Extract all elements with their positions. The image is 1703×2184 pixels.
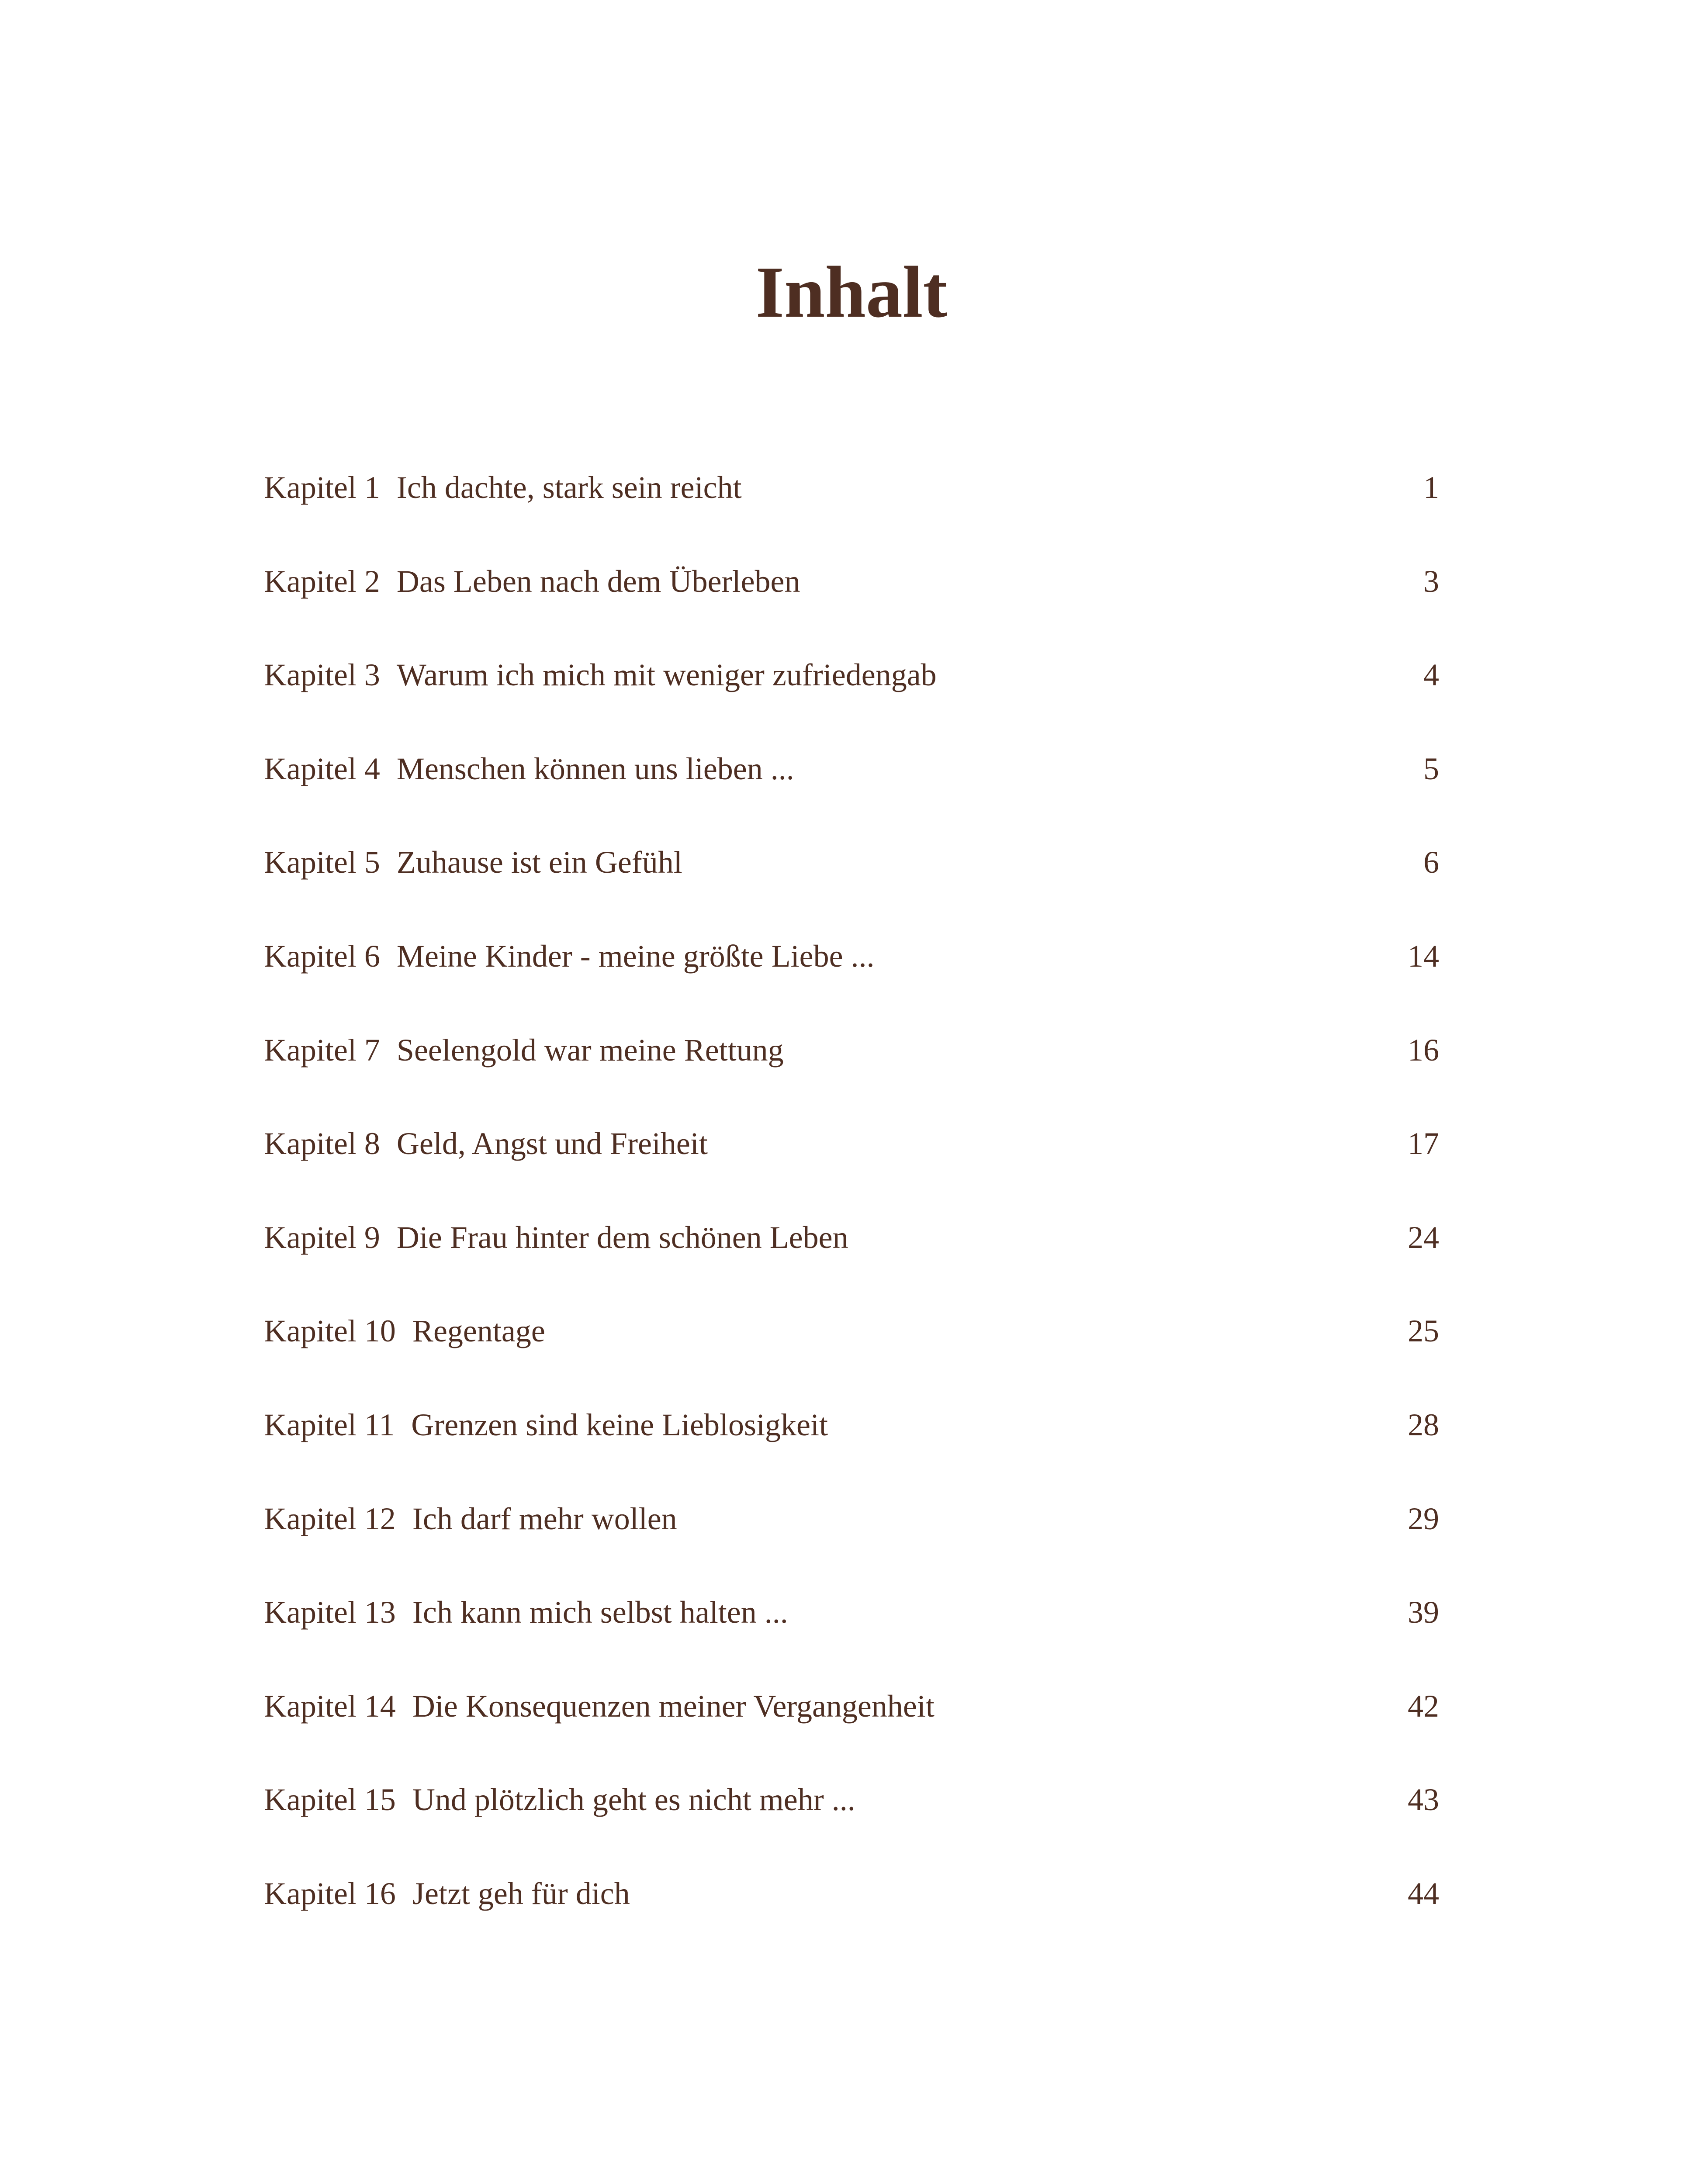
table-of-contents (264, 472, 1439, 1972)
toc-chapter-number: Kapitel 13 (264, 1595, 396, 1630)
toc-page-number: 43 (1408, 1782, 1439, 1818)
toc-chapter-title: Warum ich mich mit weniger zufriedengab (396, 657, 937, 693)
toc-chapter-number: Kapitel 6 (264, 938, 380, 974)
toc-chapter-title: Seelengold war meine Rettung (396, 1032, 784, 1068)
toc-page-number: 1 (1423, 470, 1439, 505)
toc-page-number: 25 (1408, 1313, 1439, 1349)
toc-entry-label (264, 940, 875, 972)
toc-page-number: 4 (1423, 657, 1439, 693)
toc-page-number: 6 (1423, 845, 1439, 880)
toc-entry[interactable] (264, 1597, 1439, 1690)
toc-entry[interactable] (264, 1128, 1439, 1222)
toc-chapter-number: Kapitel 7 (264, 1032, 380, 1068)
toc-chapter-title: Das Leben nach dem Überleben (396, 563, 800, 599)
toc-chapter-title: Ich darf mehr wollen (412, 1501, 677, 1536)
toc-page-number: 5 (1423, 751, 1439, 786)
toc-entry[interactable] (264, 1034, 1439, 1128)
toc-page-number: 17 (1408, 1126, 1439, 1161)
toc-chapter-number: Kapitel 1 (264, 470, 380, 505)
toc-entry[interactable] (264, 847, 1439, 940)
toc-chapter-title: Ich kann mich selbst halten ... (412, 1595, 788, 1630)
toc-entry-label (264, 659, 937, 691)
toc-chapter-title: Die Frau hinter dem schönen Leben (396, 1220, 848, 1255)
toc-chapter-title: Meine Kinder - meine größte Liebe ... (396, 938, 875, 974)
toc-entry-label (264, 1503, 677, 1534)
toc-chapter-number: Kapitel 10 (264, 1313, 396, 1349)
toc-entry[interactable] (264, 940, 1439, 1034)
toc-entry-label (264, 1409, 828, 1441)
toc-entry-label (264, 1222, 848, 1253)
toc-entry[interactable] (264, 1315, 1439, 1409)
toc-entry[interactable] (264, 753, 1439, 847)
toc-chapter-title: Und plötzlich geht es nicht mehr ... (412, 1782, 855, 1818)
toc-entry-label (264, 1128, 708, 1159)
toc-page-number: 39 (1408, 1595, 1439, 1630)
toc-entry-label (264, 1315, 545, 1347)
toc-chapter-title: Zuhause ist ein Gefühl (396, 845, 682, 880)
toc-entry[interactable] (264, 1784, 1439, 1878)
toc-entry[interactable] (264, 1878, 1439, 1972)
toc-page-number: 44 (1408, 1876, 1439, 1911)
toc-page-number: 42 (1408, 1688, 1439, 1724)
toc-page-number: 14 (1408, 938, 1439, 974)
toc-chapter-title: Jetzt geh für dich (412, 1876, 630, 1911)
toc-entry[interactable] (264, 1503, 1439, 1597)
toc-chapter-number: Kapitel 12 (264, 1501, 396, 1536)
toc-chapter-title: Die Konsequenzen meiner Vergangenheit (412, 1688, 935, 1724)
toc-page-number: 24 (1408, 1220, 1439, 1255)
toc-page-number: 28 (1408, 1407, 1439, 1442)
toc-entry[interactable] (264, 472, 1439, 566)
toc-chapter-number: Kapitel 8 (264, 1126, 380, 1161)
toc-entry-label (264, 1878, 630, 1909)
toc-entry-label (264, 753, 794, 784)
toc-chapter-number: Kapitel 4 (264, 751, 380, 786)
toc-entry[interactable] (264, 563, 1439, 660)
toc-entry-label (264, 1782, 855, 1818)
toc-page-number: 29 (1408, 1501, 1439, 1536)
toc-entry[interactable] (264, 1409, 1439, 1503)
toc-chapter-number: Kapitel 16 (264, 1876, 396, 1911)
toc-entry-label (264, 847, 682, 878)
toc-chapter-title: Ich dachte, stark sein reicht (396, 470, 742, 505)
toc-chapter-title: Grenzen sind keine Lieblosigkeit (411, 1407, 828, 1442)
toc-chapter-number: Kapitel 14 (264, 1688, 396, 1724)
page-title: Inhalt (755, 252, 948, 333)
toc-chapter-number: Kapitel 3 (264, 657, 380, 693)
toc-chapter-number: Kapitel 15 (264, 1782, 396, 1818)
toc-entry[interactable] (264, 1222, 1439, 1316)
toc-page-number: 3 (1423, 563, 1439, 599)
toc-chapter-title: Geld, Angst und Freiheit (396, 1126, 708, 1161)
toc-chapter-number: Kapitel 2 (264, 563, 380, 599)
toc-chapter-title: Regentage (412, 1313, 545, 1349)
toc-entry[interactable] (264, 659, 1439, 753)
toc-entry-label (264, 1690, 935, 1722)
toc-chapter-title: Menschen können uns lieben ... (396, 751, 794, 786)
toc-entry[interactable] (264, 1690, 1439, 1784)
toc-chapter-number: Kapitel 5 (264, 845, 380, 880)
toc-chapter-number: Kapitel 11 (264, 1407, 395, 1442)
toc-chapter-number: Kapitel 9 (264, 1220, 380, 1255)
toc-entry-label (264, 1597, 788, 1628)
toc-entry-label (264, 563, 800, 599)
toc-page-number: 16 (1408, 1032, 1439, 1068)
toc-entry-label (264, 472, 742, 503)
toc-entry-label (264, 1034, 784, 1066)
